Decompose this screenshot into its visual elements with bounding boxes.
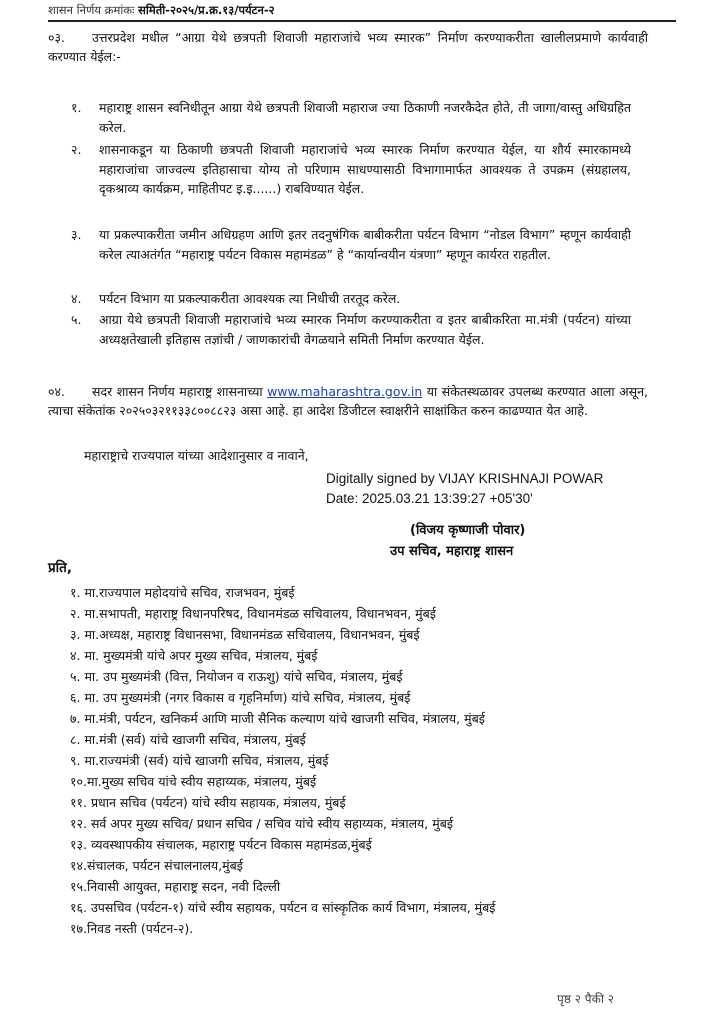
recipient-item: १२. सर्व अपर मुख्य सचिव/ प्रधान सचिव / सचिव यांचे स्वीय सहाय्यक, मंत्रालय, मुंबई <box>70 816 453 831</box>
recipients-heading: प्रति, <box>48 560 73 576</box>
item-text: या प्रकल्पाकरीता जमीन अधिग्रहण आणि इतर तदनुषंगिक बाबीकरीता पर्यटन विभाग “नोडल विभाग” म्हणून कार्यवाही करेल त्याअतंर्गत “महाराष्ट्र पर्यटन विकास महामंडळ” हे “कार्यान्वयीन यंत्रणा” म्हणून कार्यरत राहतील. <box>99 227 631 262</box>
digital-signature-line: Digitally signed by VIJAY KRISHNAJI POWAR <box>326 471 604 486</box>
recipient-item: ९. मा.राज्यमंत्री (सर्व) यांचे खाजगी सचिव, मंत्रालय, मुंबई <box>70 753 329 768</box>
item-text: शासनाकडून या ठिकाणी छत्रपती शिवाजी महाराजांचे भव्य स्मारक निर्माण करण्यात येईल, या शौर्य स्मारकामध्ये महाराजांचा जाज्वल्य इतिहासाचा योग्य तो परिणाम साधण्यासाठी विभागामार्फत आवश्यक ते उपक्रम (संग्रहालय, दृकश्राव्य कार्यक्रम, माहितीपट इ.इ......) राबविण्यात येईल. <box>99 142 631 196</box>
paragraph-number: ०३. <box>48 30 65 45</box>
recipient-item: ४. मा. मुख्यमंत्री यांचे अपर मुख्य सचिव, मंत्रालय, मुंबई <box>70 648 318 663</box>
paragraph-number: ०४. <box>48 384 65 399</box>
item-text: महाराष्ट्र शासन स्वनिधीतून आग्रा येथे छत्रपती शिवाजी महाराज ज्या ठिकाणी नजरकैदेत होते, ती जागा/वास्तु अधिग्रहित करेल. <box>99 100 631 135</box>
recipient-item: ७. मा.मंत्री, पर्यटन, खनिकर्म आणि माजी सैनिक कल्याण यांचे खाजगी सचिव, मंत्रालय, मुंबई <box>70 711 485 726</box>
website-link[interactable]: www.maharashtra.gov.in <box>267 384 423 399</box>
paragraph-text-end: या संकेतस्थळावर उपलब्ध करण्यात आला असून, त्याचा संकेतांक २०२५०३२११३३८००८८२३ असा आहे. हा आदेश डिजीटल स्वाक्षरीने साक्षांकित करुन काढण्यात येत आहे. <box>48 384 648 418</box>
header-divider <box>48 20 676 22</box>
signatory-name: (विजय कृष्णाजी पोवार) <box>410 523 526 538</box>
recipient-item: १४.संचालक, पर्यटन संचालनालय,मुंबई <box>70 858 243 873</box>
recipient-item: ८. मा.मंत्री (सर्व) यांचे खाजगी सचिव, मंत्रालय, मुंबई <box>70 732 306 747</box>
recipient-item: ५. मा. उप मुख्यमंत्री (वित्त, नियोजन व राऊशु) यांचे सचिव, मंत्रालय, मुंबई <box>70 669 403 684</box>
action-item <box>71 98 631 137</box>
gr-number: समिती-२०२५/प्र.क्र.१३/पर्यटन-२ <box>138 3 275 17</box>
paragraph-04 <box>48 382 648 420</box>
item-text: आग्रा येथे छत्रपती शिवाजी महाराजांचे भव्य स्मारक निर्माण करण्याकरीता व इतर बाबीकरिता मा.मंत्री (पर्यटन) यांच्या अध्यक्षतेखाली इतिहास तज्ञांची / जाणकारांची वेगळयाने समिती निर्माण करण्यात येईल. <box>99 312 631 347</box>
document-header <box>48 3 275 18</box>
recipient-item: १०.मा.मुख्य सचिव यांचे स्वीय सहाय्यक, मंत्रालय, मुंबई <box>70 774 317 789</box>
paragraph-text: उत्तरप्रदेश मधील “आग्रा येथे छत्रपती शिवाजी महाराजांचे भव्य स्मारक” निर्माण करण्याकरीता खालीलप्रमाणे कार्यवाही करण्यात येईल:- <box>48 30 648 64</box>
page-number: पृष्ठ २ पैकी २ <box>557 992 614 1006</box>
header-prefix: शासन निर्णय क्रमांकः <box>48 3 135 17</box>
recipient-item: १. मा.राज्यपाल महोदयांचे सचिव, राजभवन, मुंबई <box>70 585 295 600</box>
recipient-item: १३. व्यवस्थापकीय संचालक, महाराष्ट्र पर्यटन विकास महामंडळ,मुंबई <box>70 837 372 852</box>
recipient-item: ३. मा.अध्यक्ष, महाराष्ट्र विधानसभा, विधानमंडळ सचिवालय, विधानभवन, मुंबई <box>70 627 420 642</box>
item-text: पर्यटन विभाग या प्रकल्पाकरीता आवश्यक त्या निधीची तरतूद करेल. <box>99 291 401 306</box>
recipient-item: ६. मा. उप मुख्यमंत्री (नगर विकास व गृहनिर्माण) यांचे सचिव, मंत्रालय, मुंबई <box>70 690 411 705</box>
item-number: ३. <box>71 227 82 242</box>
order-line: महाराष्ट्राचे राज्यपाल यांच्या आदेशानुसार व नावाने, <box>84 448 309 463</box>
signatory-designation: उप सचिव, महाराष्ट्र शासन <box>390 544 514 559</box>
action-item <box>71 310 631 349</box>
item-number: ४. <box>71 291 82 306</box>
recipient-item: ११. प्रधान सचिव (पर्यटन) यांचे स्वीय सहायक, मंत्रालय, मुंबई <box>70 795 346 810</box>
action-item <box>71 140 631 199</box>
item-number: १. <box>71 100 82 115</box>
recipient-item: १७.निवड नस्ती (पर्यटन-२). <box>70 921 194 936</box>
recipient-item: २. मा.सभापती, महाराष्ट्र विधानपरिषद, विधानमंडळ सचिवालय, विधानभवन, मुंबई <box>70 606 436 621</box>
recipient-item: १५.निवासी आयुक्त, महाराष्ट्र सदन, नवी दिल्ली <box>70 879 281 894</box>
paragraph-text-start: सदर शासन निर्णय महाराष्ट्र शासनाच्या <box>92 384 268 399</box>
item-number: २. <box>71 142 82 157</box>
item-number: ५. <box>71 312 82 327</box>
digital-signature-date: Date: 2025.03.21 13:39:27 +05'30' <box>326 491 533 506</box>
recipient-item: १६. उपसचिव (पर्यटन-१) यांचे स्वीय सहायक, पर्यटन व सांस्कृतिक कार्य विभाग, मंत्रालय, मुंबई <box>70 900 496 915</box>
paragraph-03 <box>48 28 648 66</box>
recipients-list <box>70 582 650 939</box>
action-item <box>71 289 631 309</box>
action-item <box>71 225 631 264</box>
